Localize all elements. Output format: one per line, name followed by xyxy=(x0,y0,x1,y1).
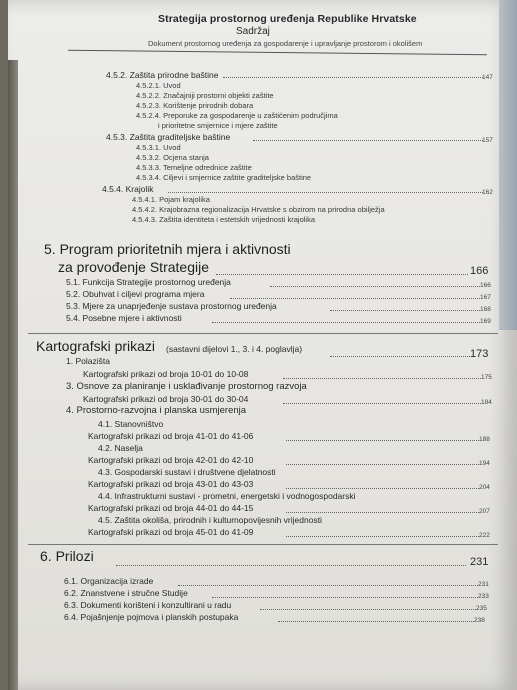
toc-page-number: 147 xyxy=(482,74,493,81)
section-divider xyxy=(28,544,498,545)
toc-entry: 6.1. Organizacija izrade xyxy=(64,576,154,586)
book-page xyxy=(8,0,517,690)
toc-entry: 5.1. Funkcija Strategije prostornog uređenja xyxy=(66,277,231,287)
toc-leader xyxy=(330,356,470,357)
toc-page-number: 173 xyxy=(470,348,489,360)
toc-subentry: Kartografski prikazi od broja 45-01 do 41-09 xyxy=(88,527,254,537)
toc-leader xyxy=(253,140,483,141)
toc-page-number: 168 xyxy=(480,306,491,313)
toc-entry: 6.2. Znanstvene i stručne Studije xyxy=(64,588,188,598)
toc-entry: 6.4. Pojašnjenje pojmova i planskih postupaka xyxy=(64,612,239,622)
toc-subentry: 4.2. Naselja xyxy=(98,443,143,453)
toc-leader xyxy=(283,403,481,404)
toc-leader xyxy=(212,322,480,323)
toc-leader xyxy=(178,585,478,586)
toc-subentry: Kartografski prikazi od broja 41-01 do 41-06 xyxy=(88,431,254,441)
toc-page-number: 231 xyxy=(470,556,489,568)
toc-page-number: 166 xyxy=(480,282,491,289)
toc-entry: 5.3. Mjere za unaprjeđenje sustava prostornog uređenja xyxy=(66,301,277,311)
toc-entry: 1. Polazišta xyxy=(66,356,110,366)
toc-leader xyxy=(260,609,476,610)
toc-leader xyxy=(286,440,479,441)
toc-chapter-title: 6. Prilozi xyxy=(40,548,94,564)
toc-subentry: Kartografski prikazi od broja 30-01 do 30-04 xyxy=(83,394,249,404)
toc-leader xyxy=(270,286,480,287)
toc-page-number: 194 xyxy=(479,460,490,467)
toc-leader xyxy=(168,192,483,193)
toc-page-number: 188 xyxy=(479,436,490,443)
toc-subentry: 4.3. Gospodarski sustavi i društvene djelatnosti xyxy=(98,467,276,477)
toc-entry: 3. Osnove za planiranje i usklađivanje prostornog razvoja xyxy=(66,381,307,392)
header-rule xyxy=(68,50,487,55)
toc-subentry: 4.5.2.2. Značajniji prostorni objekti zaštite xyxy=(136,91,274,100)
toc-subentry: 4.5. Zaštita okoliša, prirodnih i kulturnopovijesnih vrijednosti xyxy=(98,515,322,525)
toc-page-number: 166 xyxy=(470,265,489,277)
toc-chapter-title-continuation: za provođenje Strategije xyxy=(58,259,209,275)
toc-subentry: Kartografski prikazi od broja 10-01 do 10-08 xyxy=(83,369,249,379)
document-description: Dokument prostornog uređenja za gospodarenje i upravljanje prostorom i okolišem xyxy=(148,39,423,48)
toc-page-number: 169 xyxy=(480,318,491,325)
toc-leader xyxy=(278,621,474,622)
toc-subentry: Kartografski prikazi od broja 42-01 do 42-10 xyxy=(88,455,254,465)
toc-entry: 4.5.2. Zaštita prirodne baštine xyxy=(106,70,219,80)
toc-page-number: 222 xyxy=(479,532,490,539)
toc-subentry-continuation: i prioritetne smjernice i mjere zaštite xyxy=(158,121,278,130)
toc-page-number: 233 xyxy=(478,593,489,600)
toc-page-number: 235 xyxy=(476,605,487,612)
toc-page-number: 167 xyxy=(480,294,491,301)
toc-entry: 4. Prostorno-razvojna i planska usmjerenja xyxy=(66,405,247,416)
toc-page-number: 184 xyxy=(481,399,492,406)
toc-subentry: 4.5.3.3. Temeljne odrednice zaštite xyxy=(136,163,252,172)
toc-page-number: 231 xyxy=(478,581,489,588)
toc-entry: 5.4. Posebne mjere i aktivnosti xyxy=(66,313,182,323)
toc-page-number: 207 xyxy=(479,508,490,515)
toc-leader xyxy=(286,512,479,513)
section-divider xyxy=(28,333,498,334)
toc-subentry: Kartografski prikazi od broja 44-01 do 44-15 xyxy=(88,503,254,513)
toc-leader xyxy=(286,536,479,537)
toc-subentry: 4.4. Infrastrukturni sustavi - prometni, energetski i vodnogospodarski xyxy=(98,491,356,501)
toc-page-number: 204 xyxy=(479,484,490,491)
toc-subentry: 4.5.2.3. Korištenje prirodnih dobara xyxy=(136,101,254,110)
toc-subentry: 4.5.4.3. Zaštita identiteta i estetskih vrijednosti krajolika xyxy=(132,215,316,224)
toc-entry: 6.3. Dokumenti korišteni i konzultirani u radu xyxy=(64,600,232,610)
page-subtitle: Sadržaj xyxy=(236,26,270,37)
toc-entry: 5.2. Obuhvat i ciljevi programa mjera xyxy=(66,289,205,299)
page-edge-band xyxy=(499,0,517,330)
toc-leader xyxy=(230,298,480,299)
toc-leader xyxy=(212,597,478,598)
toc-leader xyxy=(283,378,481,379)
toc-subentry: 4.1. Stanovništvo xyxy=(98,419,164,429)
toc-leader xyxy=(116,565,466,566)
toc-leader xyxy=(223,77,483,78)
toc-chapter-title: 5. Program prioritetnih mjera i aktivnosti xyxy=(44,241,291,257)
toc-subentry: 4.5.4.2. Krajobrazna regionalizacija Hrvatske s obzirom na prirodna obilježja xyxy=(132,205,385,214)
toc-entry: 4.5.4. Krajolik xyxy=(102,184,154,194)
toc-chapter-title: Kartografski prikazi xyxy=(36,338,156,354)
toc-subentry: 4.5.4.1. Pojam krajolika xyxy=(132,195,210,204)
toc-subentry: Kartografski prikazi od broja 43-01 do 43-03 xyxy=(88,479,254,489)
toc-leader xyxy=(330,310,480,311)
toc-page-number: 157 xyxy=(482,137,493,144)
toc-page-number: 238 xyxy=(474,617,485,624)
toc-subentry: 4.5.3.2. Ocjena stanja xyxy=(136,153,209,162)
toc-leader xyxy=(216,274,468,275)
toc-page-number: 162 xyxy=(482,189,493,196)
toc-page-number: 175 xyxy=(481,374,492,381)
toc-subentry: 4.5.2.1. Uvod xyxy=(136,81,181,90)
toc-leader xyxy=(286,488,479,489)
page-title: Strategija prostornog uređenja Republike Hrvatske xyxy=(158,13,417,25)
toc-chapter-note: (sastavni dijelovi 1., 3. i 4. poglavlja) xyxy=(166,344,303,354)
toc-subentry: 4.5.2.4. Preporuke za gospodarenje u zaštićenim područjima xyxy=(136,111,338,120)
toc-leader xyxy=(286,464,479,465)
toc-subentry: 4.5.3.4. Ciljevi i smjernice zaštite graditeljske baštine xyxy=(136,173,312,182)
book-spine xyxy=(8,60,18,690)
toc-entry: 4.5.3. Zaštita graditeljske baštine xyxy=(106,132,231,142)
toc-subentry: 4.5.3.1. Uvod xyxy=(136,143,181,152)
